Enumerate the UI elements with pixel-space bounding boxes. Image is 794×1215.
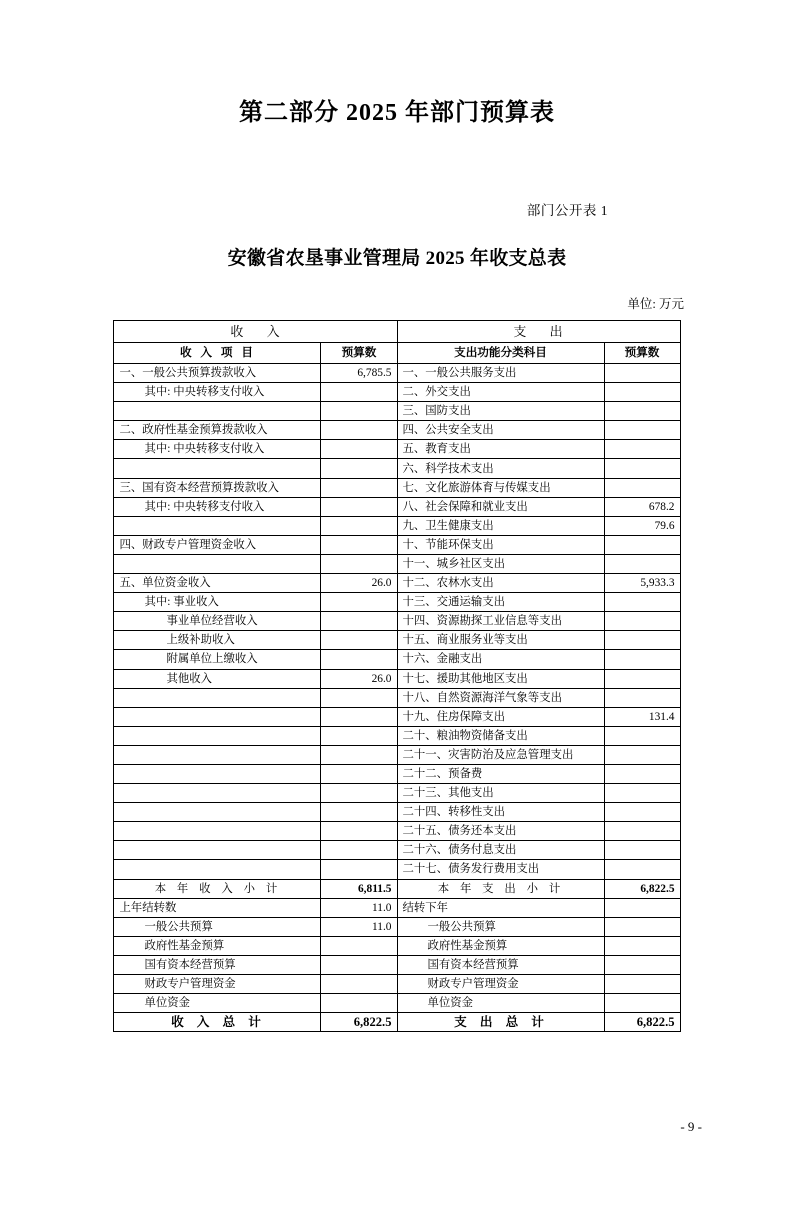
cell-expense-item: 二十四、转移性支出 [397,803,604,822]
cell-income-item [114,402,321,421]
cell-income-item: 其中: 事业收入 [114,593,321,612]
cell-expense-value [604,784,680,803]
cell-expense-item: 十四、资源勘探工业信息等支出 [397,612,604,631]
cell-income-value [321,650,397,669]
cell-expense-value [604,535,680,554]
cell-income-item [114,745,321,764]
cell-expense-value [604,860,680,879]
carryover-row [114,917,680,936]
cell-expense-value: 79.6 [604,516,680,535]
cell-expense-item: 二十六、债务付息支出 [397,841,604,860]
table-row [114,688,680,707]
cell-income-item: 政府性基金预算 [114,936,321,955]
cell-income-value [321,402,397,421]
cell-expense-item: 九、卫生健康支出 [397,516,604,535]
table-row [114,612,680,631]
cell-expense-value [604,478,680,497]
document-page [0,92,794,1215]
cell-expense-value [604,459,680,478]
cell-income-item: 其中: 中央转移支付收入 [114,497,321,516]
cell-expense-item: 十五、商业服务业等支出 [397,631,604,650]
cell-income-value [321,841,397,860]
cell-expense-item: 十三、交通运输支出 [397,593,604,612]
cell-income-value [321,612,397,631]
cell-expense-item: 一般公共预算 [397,917,604,936]
total-expense-value: 6,822.5 [604,1013,680,1032]
table-row [114,497,680,516]
table-row [114,650,680,669]
cell-expense-item: 八、社会保障和就业支出 [397,497,604,516]
cell-income-item: 二、政府性基金预算拨款收入 [114,421,321,440]
cell-expense-value: 678.2 [604,497,680,516]
cell-income-value: 6,785.5 [321,364,397,383]
cell-income-value: 11.0 [321,898,397,917]
cell-income-value [321,726,397,745]
cell-expense-value [604,975,680,994]
cell-expense-value [604,402,680,421]
cell-expense-value: 131.4 [604,707,680,726]
carryover-row [114,936,680,955]
cell-income-value [321,459,397,478]
subtotal-income-label: 本 年 收 入 小 计 [114,879,321,898]
cell-expense-value [604,421,680,440]
cell-expense-item: 四、公共安全支出 [397,421,604,440]
form-number: 部门公开表 1 [526,203,608,218]
total-income-label: 收 入 总 计 [114,1013,321,1032]
cell-expense-value [604,955,680,974]
column-header-income-budget: 预算数 [321,343,397,364]
cell-expense-value [604,898,680,917]
cell-expense-item: 一、一般公共服务支出 [397,364,604,383]
carryover-row [114,994,680,1013]
cell-expense-item: 财政专户管理资金 [397,975,604,994]
cell-income-item: 财政专户管理资金 [114,975,321,994]
cell-income-item [114,707,321,726]
cell-income-value [321,440,397,459]
cell-expense-value [604,631,680,650]
total-income-value: 6,822.5 [321,1013,397,1032]
cell-expense-item: 国有资本经营预算 [397,955,604,974]
cell-expense-value: 5,933.3 [604,574,680,593]
cell-expense-item: 二十七、债务发行费用支出 [397,860,604,879]
cell-income-value [321,784,397,803]
cell-expense-value [604,764,680,783]
cell-income-item [114,764,321,783]
table-row [114,631,680,650]
cell-expense-value [604,554,680,573]
cell-expense-item: 二、外交支出 [397,383,604,402]
cell-income-value [321,383,397,402]
cell-income-item [114,860,321,879]
cell-income-item: 上年结转数 [114,898,321,917]
cell-income-item [114,688,321,707]
cell-expense-value [604,688,680,707]
total-row [114,1013,680,1032]
page-number: - 9 - [680,1119,702,1134]
cell-expense-value [604,936,680,955]
table-row [114,440,680,459]
cell-income-item: 上级补助收入 [114,631,321,650]
cell-income-value [321,975,397,994]
column-header-income-item: 收 入 项 目 [114,343,321,364]
cell-expense-item: 二十三、其他支出 [397,784,604,803]
cell-income-value [321,554,397,573]
cell-expense-item: 政府性基金预算 [397,936,604,955]
cell-expense-item: 十八、自然资源海洋气象等支出 [397,688,604,707]
unit-note: 单位: 万元 [627,297,684,311]
cell-income-item [114,726,321,745]
cell-expense-item: 二十一、灾害防治及应急管理支出 [397,745,604,764]
cell-income-item: 四、财政专户管理资金收入 [114,535,321,554]
cell-expense-value [604,803,680,822]
cell-income-value [321,593,397,612]
cell-expense-item: 十七、援助其他地区支出 [397,669,604,688]
cell-income-item [114,822,321,841]
cell-income-value [321,822,397,841]
cell-income-item [114,554,321,573]
cell-expense-value [604,917,680,936]
cell-expense-item: 三、国防支出 [397,402,604,421]
cell-expense-value [604,612,680,631]
table-row [114,593,680,612]
column-header-expense-budget: 预算数 [604,343,680,364]
cell-income-value [321,688,397,707]
cell-income-value [321,497,397,516]
cell-expense-value [604,383,680,402]
cell-income-item [114,841,321,860]
cell-income-value [321,955,397,974]
page-title: 安徽省农垦事业管理局 2025 年收支总表 [227,248,567,269]
cell-expense-item: 十一、城乡社区支出 [397,554,604,573]
table-row [114,535,680,554]
cell-income-value [321,936,397,955]
cell-income-value [321,803,397,822]
cell-income-item: 其中: 中央转移支付收入 [114,383,321,402]
cell-income-item: 其中: 中央转移支付收入 [114,440,321,459]
cell-expense-item: 十二、农林水支出 [397,574,604,593]
carryover-row [114,975,680,994]
cell-expense-value [604,726,680,745]
group-header-expense: 支 出 [397,321,680,343]
cell-income-item [114,784,321,803]
cell-expense-item: 单位资金 [397,994,604,1013]
table-row [114,784,680,803]
cell-income-value [321,535,397,554]
cell-expense-value [604,669,680,688]
budget-table [113,320,680,1032]
table-row [114,478,680,497]
table-row [114,516,680,535]
total-expense-label: 支 出 总 计 [397,1013,604,1032]
cell-income-value [321,421,397,440]
cell-income-value: 26.0 [321,669,397,688]
cell-expense-item: 十六、金融支出 [397,650,604,669]
cell-income-value: 11.0 [321,917,397,936]
carryover-row [114,898,680,917]
cell-income-value [321,631,397,650]
cell-income-item: 事业单位经营收入 [114,612,321,631]
cell-expense-value [604,593,680,612]
table-row [114,574,680,593]
cell-expense-item: 二十五、债务还本支出 [397,822,604,841]
table-row [114,402,680,421]
cell-income-item: 单位资金 [114,994,321,1013]
cell-expense-item: 结转下年 [397,898,604,917]
cell-income-item [114,516,321,535]
cell-expense-value [604,822,680,841]
cell-expense-item: 五、教育支出 [397,440,604,459]
cell-expense-item: 十九、住房保障支出 [397,707,604,726]
cell-expense-value [604,440,680,459]
table-row [114,726,680,745]
cell-income-item: 五、单位资金收入 [114,574,321,593]
cell-income-value [321,516,397,535]
cell-income-item: 附属单位上缴收入 [114,650,321,669]
cell-expense-value [604,841,680,860]
table-row [114,764,680,783]
cell-expense-item: 二十、粮油物资储备支出 [397,726,604,745]
table-row [114,669,680,688]
table-row [114,822,680,841]
cell-expense-value [604,994,680,1013]
cell-income-item: 三、国有资本经营预算拨款收入 [114,478,321,497]
cell-expense-value [604,650,680,669]
cell-income-value [321,994,397,1013]
cell-income-item: 一、一般公共预算拨款收入 [114,364,321,383]
table-row [114,707,680,726]
table-row [114,860,680,879]
table-column-header-row [114,343,680,364]
cell-expense-item: 六、科学技术支出 [397,459,604,478]
carryover-row [114,955,680,974]
subtotal-expense-label: 本 年 支 出 小 计 [397,879,604,898]
table-row [114,459,680,478]
cell-income-item: 其他收入 [114,669,321,688]
cell-income-item: 国有资本经营预算 [114,955,321,974]
cell-income-value [321,745,397,764]
cell-expense-item: 七、文化旅游体育与传媒支出 [397,478,604,497]
cell-income-value [321,478,397,497]
subtotal-expense-value: 6,822.5 [604,879,680,898]
cell-expense-value [604,364,680,383]
table-group-header-row [114,321,680,343]
subtotal-row [114,879,680,898]
cell-expense-item: 二十二、预备费 [397,764,604,783]
subtotal-income-value: 6,811.5 [321,879,397,898]
table-row [114,745,680,764]
cell-income-item: 一般公共预算 [114,917,321,936]
cell-income-value: 26.0 [321,574,397,593]
cell-income-value [321,764,397,783]
cell-expense-value [604,745,680,764]
table-row [114,841,680,860]
cell-income-value [321,860,397,879]
cell-expense-item: 十、节能环保支出 [397,535,604,554]
column-header-expense-item: 支出功能分类科目 [397,343,604,364]
table-row [114,383,680,402]
table-row [114,364,680,383]
group-header-income: 收 入 [114,321,397,343]
table-row [114,421,680,440]
part-title: 第二部分 2025 年部门预算表 [239,100,555,126]
cell-income-item [114,803,321,822]
table-row [114,803,680,822]
cell-income-value [321,707,397,726]
cell-income-item [114,459,321,478]
table-row [114,554,680,573]
